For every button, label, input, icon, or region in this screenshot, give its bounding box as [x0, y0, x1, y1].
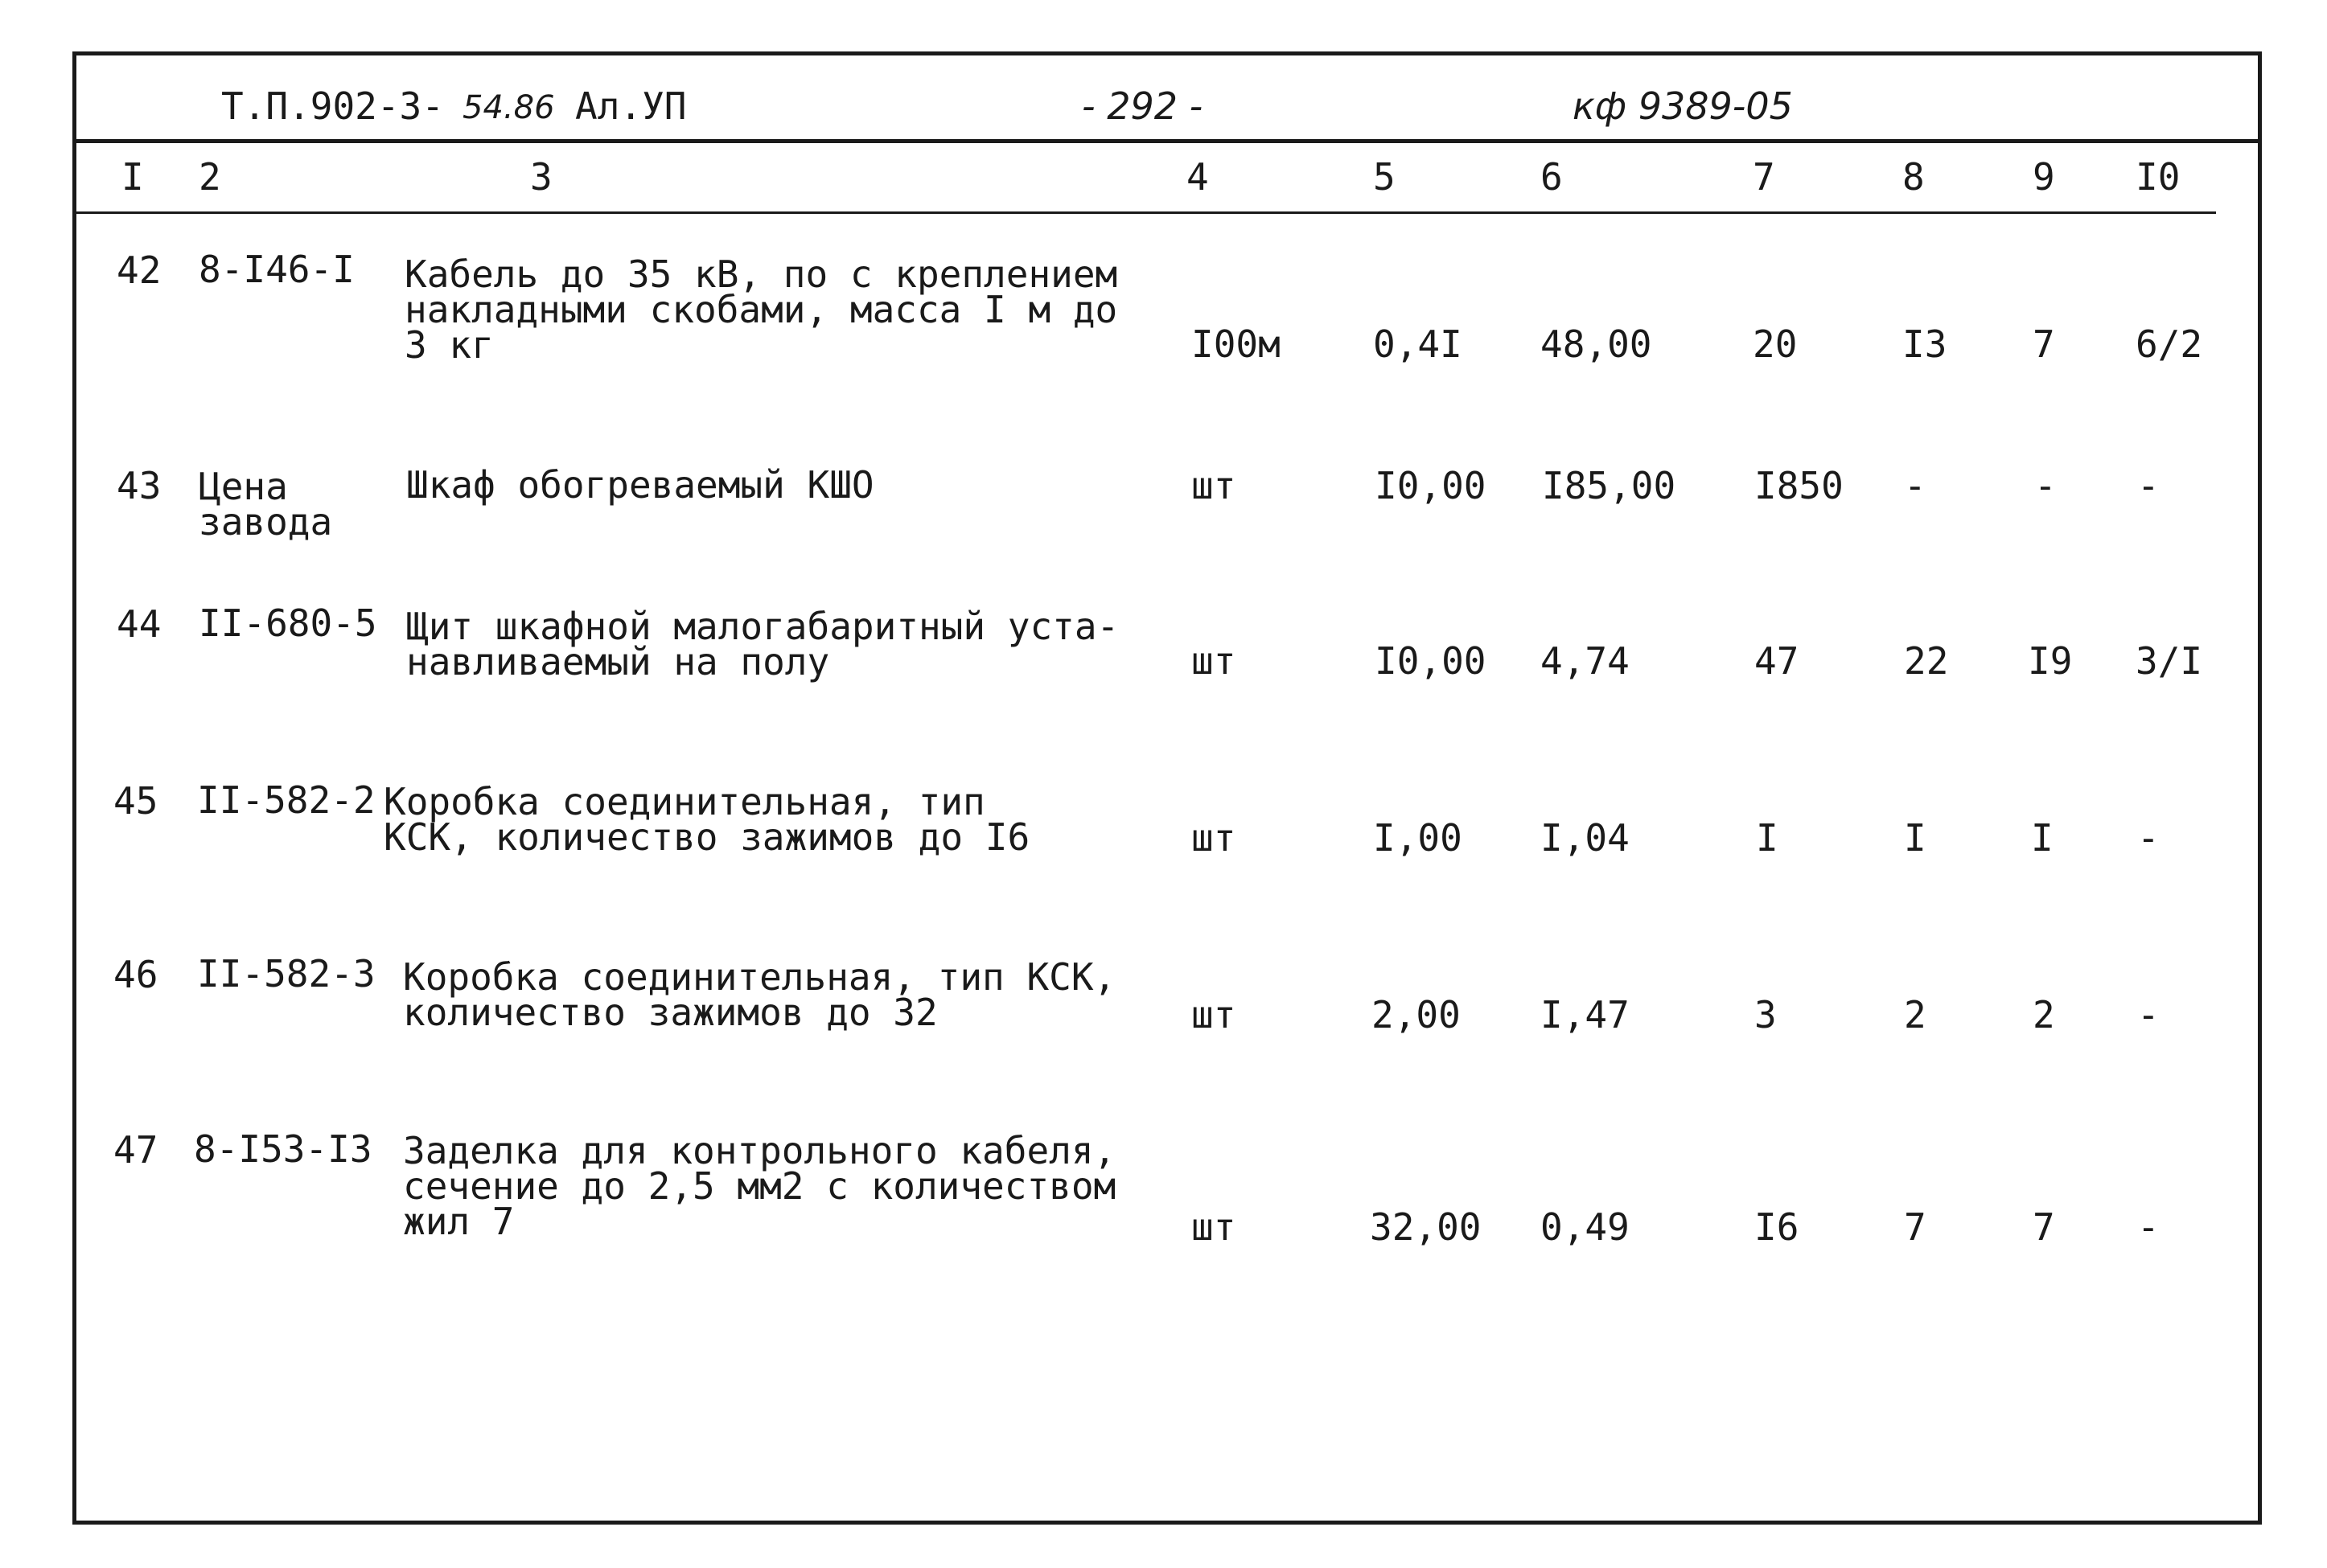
row-number: 42	[117, 248, 162, 292]
col-8-value: 22	[1904, 639, 1949, 683]
col-header-3: 3	[530, 155, 553, 199]
col-10-value: 6/2	[2136, 322, 2203, 366]
quantity: 0,4I	[1373, 322, 1462, 366]
rate-code: 8-I53-I3	[194, 1127, 372, 1171]
row-number: 44	[117, 602, 162, 646]
col-header-10: I0	[2136, 155, 2181, 199]
col-10-value: -	[2137, 1205, 2160, 1249]
total-cost: I	[1756, 816, 1778, 860]
unit: шт	[1191, 1205, 1236, 1249]
quantity: 32,00	[1370, 1205, 1482, 1249]
col-9-value: 2	[2033, 993, 2055, 1036]
work-description: Кабель до 35 кВ, по с креплением накладными скобами, масса I м до 3 кг	[405, 252, 1118, 367]
total-cost: 3	[1754, 993, 1777, 1036]
col-8-value: 7	[1904, 1205, 1926, 1249]
col-10-value: 3/I	[2136, 639, 2203, 683]
rate-code: II-582-2	[197, 778, 376, 822]
unit-cost: I,04	[1540, 816, 1630, 860]
row-number: 43	[117, 464, 162, 507]
work-description: Коробка соединительная, тип КСК, количество зажимов до I6	[384, 780, 1030, 859]
work-description: Щит шкафной малогабаритный уста- навливаемый на полу	[406, 605, 1120, 683]
total-cost: I850	[1754, 464, 1844, 507]
col-header-4: 4	[1186, 155, 1209, 199]
total-cost: 47	[1754, 639, 1799, 683]
unit: шт	[1191, 816, 1236, 860]
unit-cost: 4,74	[1540, 639, 1630, 683]
row-number: 46	[113, 953, 158, 996]
col-8-value: -	[1904, 464, 1926, 507]
work-description: Шкаф обогреваемый КШО	[406, 463, 874, 507]
quantity: I,00	[1373, 816, 1462, 860]
column-header-divider	[76, 211, 2216, 214]
unit-cost: I,47	[1540, 993, 1630, 1036]
rate-code: II-582-3	[197, 952, 376, 995]
col-header-1: I	[121, 155, 144, 199]
col-10-value: -	[2137, 816, 2160, 860]
col-9-value: I	[2031, 816, 2054, 860]
work-description: Коробка соединительная, тип КСК, количество зажимов до 32	[403, 955, 1116, 1034]
work-description: Заделка для контрольного кабеля, сечение до 2,5 мм2 с количеством жил 7	[403, 1129, 1116, 1243]
unit-cost: 0,49	[1540, 1205, 1630, 1249]
album-label: Ал.УП	[575, 84, 687, 128]
rate-code: Цена завода	[199, 465, 333, 544]
col-8-value: 2	[1904, 993, 1926, 1036]
quantity: I0,00	[1375, 464, 1486, 507]
estimate-sheet	[72, 51, 2262, 1525]
col-10-value: -	[2137, 993, 2160, 1036]
page-number: - 292 -	[1082, 84, 1203, 128]
unit: I00м	[1191, 322, 1281, 366]
col-header-8: 8	[1902, 155, 1925, 199]
col-9-value: -	[2034, 464, 2057, 507]
row-number: 45	[113, 779, 158, 823]
rate-code: II-680-5	[199, 601, 377, 645]
col-8-value: I	[1904, 816, 1926, 860]
unit-cost: 48,00	[1540, 322, 1652, 366]
col-header-7: 7	[1753, 155, 1775, 199]
col-9-value: 7	[2033, 322, 2055, 366]
archive-stamp: кф 9389-05	[1573, 84, 1793, 128]
unit: шт	[1191, 639, 1236, 683]
col-9-value: 7	[2033, 1205, 2055, 1249]
unit: шт	[1191, 993, 1236, 1036]
col-9-value: I9	[2028, 639, 2073, 683]
doc-code: Т.П.902-3-	[221, 84, 444, 128]
col-header-5: 5	[1373, 155, 1396, 199]
col-header-6: 6	[1540, 155, 1563, 199]
col-header-9: 9	[2033, 155, 2055, 199]
unit-cost: I85,00	[1542, 464, 1676, 507]
row-number: 47	[113, 1128, 158, 1172]
col-header-2: 2	[199, 155, 221, 199]
col-8-value: I3	[1902, 322, 1947, 366]
quantity: I0,00	[1375, 639, 1486, 683]
unit: шт	[1191, 464, 1236, 507]
total-cost: I6	[1754, 1205, 1799, 1249]
header-divider	[76, 139, 2258, 143]
rate-code: 8-I46-I	[199, 248, 355, 291]
col-10-value: -	[2137, 464, 2160, 507]
total-cost: 20	[1753, 322, 1798, 366]
quantity: 2,00	[1371, 993, 1461, 1036]
doc-code-handwritten: 54.86	[463, 89, 555, 126]
